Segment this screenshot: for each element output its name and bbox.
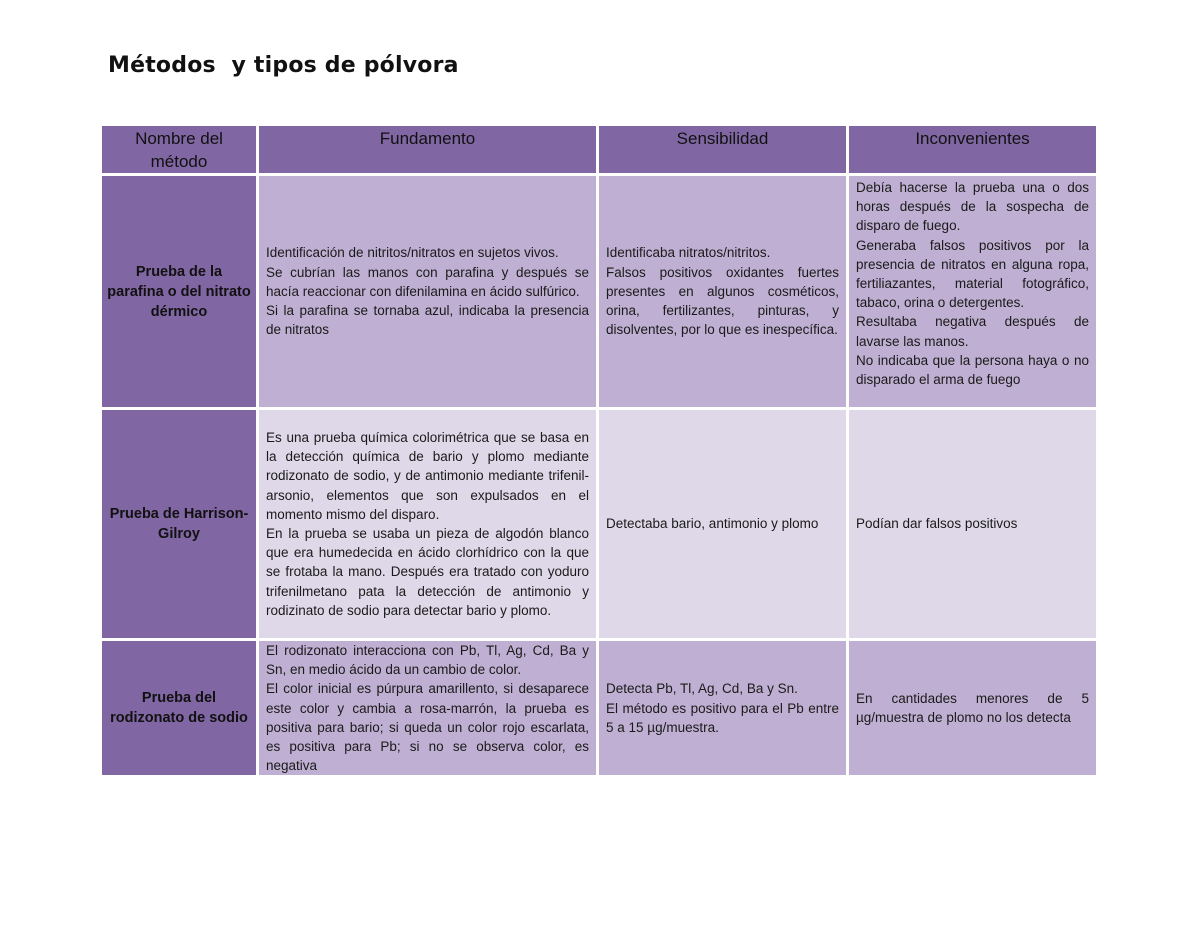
paragraph: Generaba falsos positivos por la presencia de nitratos en alguna ropa, fertiliazantes, material fotográfico, tabaco, orina o detergentes.: [856, 237, 1089, 311]
paragraph: No indicaba que la persona haya o no disparado el arma de fuego: [856, 352, 1089, 388]
method-name: Prueba de la parafina o del nitrato dérmico: [102, 176, 256, 407]
paragraph: Falsos positivos oxidantes fuertes presentes en algunos cosméticos, orina, fertilizantes, pinturas, y disolventes, por lo que es inespecífica.: [606, 264, 839, 338]
methods-table: [99, 123, 1099, 778]
paragraph: Es una prueba química colorimétrica que se basa en la detección química de bario y plomo mediante rodizonato de sodio, y de antimonio mediante trifenil-arsonio, elementos que son expulsados en el momento mismo del disparo.: [266, 429, 589, 522]
header-sensibilidad: Sensibilidad: [599, 126, 846, 173]
header-fundamento: Fundamento: [259, 126, 596, 173]
method-name: Prueba de Harrison-Gilroy: [102, 410, 256, 638]
paragraph: Si la parafina se tornaba azul, indicaba la presencia de nitratos: [266, 303, 589, 338]
header-nombre: Nombre del método: [102, 126, 256, 173]
sensibilidad-cell: [599, 410, 846, 638]
inconvenientes-cell: [849, 176, 1096, 407]
paragraph: El método es positivo para el Pb entre 5 a 15 µg/muestra.: [606, 700, 839, 735]
page-title: Métodos y tipos de pólvora: [108, 53, 459, 78]
sensibilidad-cell: [599, 176, 846, 407]
table-header-row: [102, 126, 1096, 173]
paragraph: Resultaba negativa después de lavarse las manos.: [856, 314, 1089, 349]
sensibilidad-cell: [599, 641, 846, 775]
table-row: [102, 641, 1096, 775]
table-row: [102, 176, 1096, 407]
method-name: Prueba del rodizonato de sodio: [102, 641, 256, 775]
fundamento-cell: [259, 176, 596, 407]
inconvenientes-cell: [849, 410, 1096, 638]
inconvenientes-cell: [849, 641, 1096, 775]
fundamento-cell: [259, 641, 596, 775]
paragraph: En cantidades menores de 5 µg/muestra de plomo no los detecta: [856, 691, 1089, 726]
paragraph: Detecta Pb, Tl, Ag, Cd, Ba y Sn.: [606, 681, 798, 697]
paragraph: El rodizonato interacciona con Pb, Tl, Ag, Cd, Ba y Sn, en medio ácido da un cambio de color.: [266, 643, 589, 678]
paragraph: Se cubrían las manos con parafina y después se hacía reaccionar con difenilamina en ácido sulfúrico.: [266, 264, 589, 299]
paragraph: El color inicial es púrpura amarillento, si desaparece este color y cambia a rosa-marrón, la prueba es positiva para bario; si queda un color rojo escarlata, es positiva para Pb; si no se observa color, es negativa: [266, 681, 589, 774]
paragraph: Debía hacerse la prueba una o dos horas después de la sospecha de disparo de fuego.: [856, 180, 1089, 234]
paragraph: Podían dar falsos positivos: [856, 516, 1018, 532]
header-inconvenientes: Inconvenientes: [849, 126, 1096, 173]
paragraph: En la prueba se usaba un pieza de algodón blanco que era humedecida en ácido clorhídrico con la que se frotaba la mano. Después era tratado con yoduro trifenilmetano pata la detección de antimonio y rodizinato de sodio para detectar bario y plomo.: [266, 526, 589, 618]
paragraph: Detectaba bario, antimonio y plomo: [606, 516, 819, 532]
paragraph: Identificación de nitritos/nitratos en sujetos vivos.: [266, 245, 559, 261]
fundamento-cell: [259, 410, 596, 638]
table-row: [102, 410, 1096, 638]
paragraph: Identificaba nitratos/nitritos.: [606, 245, 771, 261]
